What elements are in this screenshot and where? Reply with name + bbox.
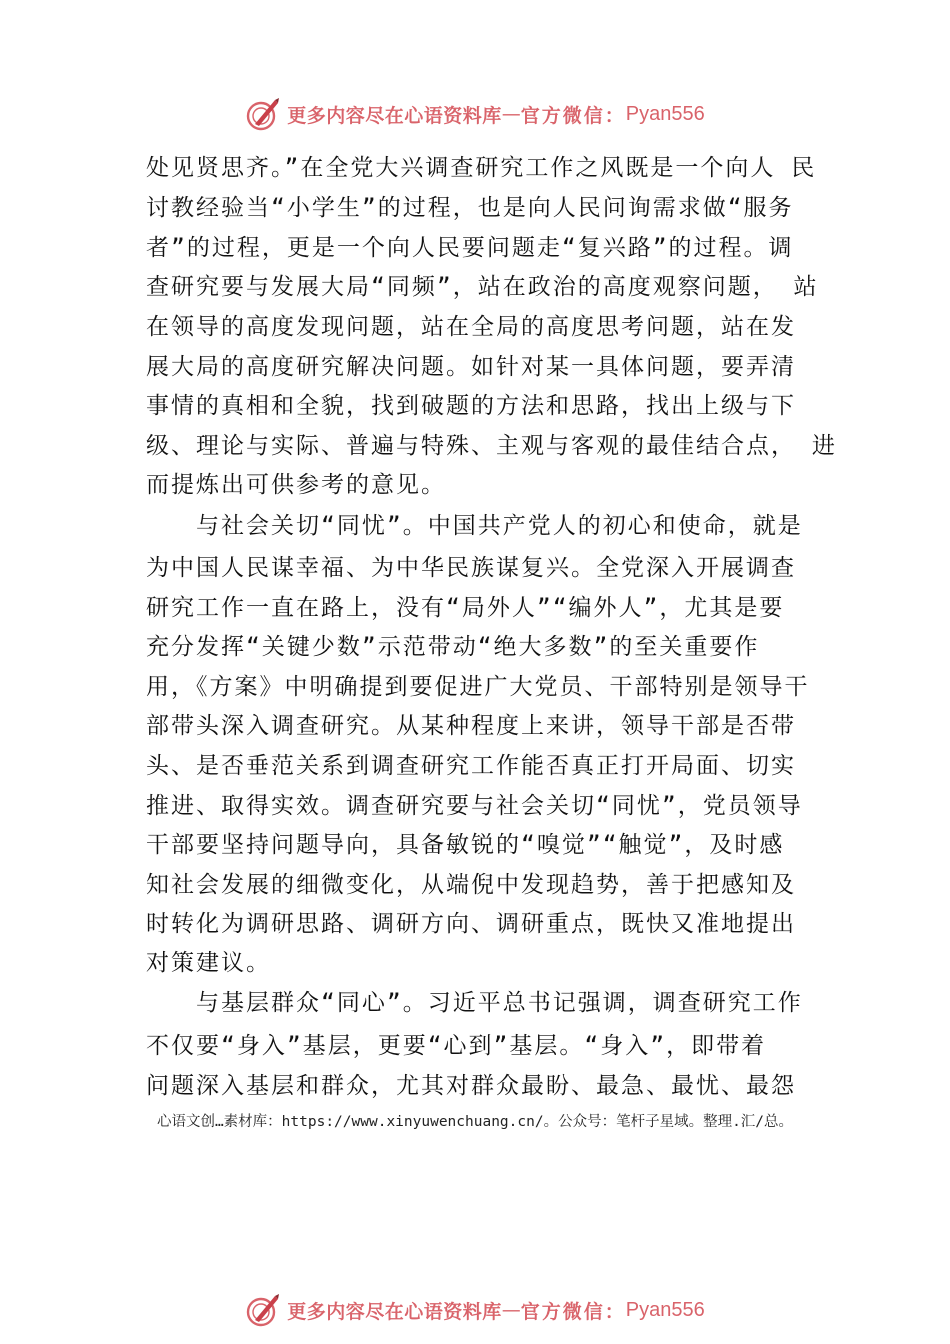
- text-line: 为中国人民谋幸福、为中华民族谋复兴。全党深入开展调查: [146, 555, 796, 581]
- source-note: 心语文创…素材库：https://www.xinyuwenchuang.cn/。公众号：笔杆子星域。整理.汇/总。: [156, 1114, 794, 1130]
- banner-title: 更多内容尽在心语资料库: [287, 104, 502, 127]
- paragraph-start-line: 与社会关切“同忧”。中国共产党人的初心和使命，就是: [196, 513, 803, 539]
- text-line: 讨教经验当“小学生”的过程，也是向人民问询需求做“服务: [146, 195, 794, 221]
- banner-title: 更多内容尽在心语资料库: [287, 1300, 502, 1323]
- text-line: 对策建议。: [146, 950, 271, 976]
- text-line: 部带头深入调查研究。从某种程度上来讲，领导干部是否带: [146, 713, 796, 739]
- text-line: 展大局的高度研究解决问题。如针对某一具体问题，要弄清: [146, 354, 796, 380]
- header-banner: [0, 94, 950, 134]
- text-line: 而提炼出可供参考的意见。: [146, 472, 446, 498]
- banner-wechat-label: 官方微信：: [520, 1300, 626, 1323]
- text-line: 处见贤思齐。”在全党大兴调查研究工作之风既是一个向人 民: [146, 155, 817, 181]
- paragraph-start-line: 与基层群众“同心”。习近平总书记强调，调查研究工作: [196, 990, 803, 1016]
- text-line: 头、是否垂范关系到调查研究工作能否真正打开局面、切实: [146, 753, 796, 779]
- banner-wechat-label: 官方微信：: [520, 104, 626, 127]
- text-line: 充分发挥“关键少数”示范带动“绝大多数”的至关重要作: [146, 634, 760, 660]
- text-line: 在领导的高度发现问题，站在全局的高度思考问题，站在发: [146, 314, 796, 340]
- text-line: 研究工作一直在路上，没有“局外人”“编外人”，尤其是要: [146, 595, 785, 621]
- text-line: 事情的真相和全貌，找到破题的方法和思路，找出上级与下: [146, 393, 796, 419]
- text-line: 不仅要“身入”基层，更要“心到”基层。“身入”，即带着: [146, 1033, 767, 1059]
- text-line: 问题深入基层和群众，尤其对群众最盼、最急、最忧、最怨: [146, 1073, 796, 1099]
- text-line: 级、理论与实际、普遍与特殊、主观与客观的最佳结合点， 进: [146, 433, 837, 459]
- quill-seal-icon: [245, 96, 281, 132]
- text-line: 者”的过程，更是一个向人民要问题走“复兴路”的过程。调: [146, 235, 794, 261]
- quill-seal-icon: [245, 1292, 281, 1328]
- text-line: 时转化为调研思路、调研方向、调研重点，既快又准地提出: [146, 911, 796, 937]
- banner-wechat-id: Pyan556: [625, 102, 705, 125]
- banner-separator: —: [501, 103, 521, 125]
- text-line: 推进、取得实效。调查研究要与社会关切“同忧”，党员领导: [146, 793, 803, 819]
- banner-wechat-id: Pyan556: [625, 1298, 705, 1321]
- banner-separator: —: [501, 1299, 521, 1321]
- text-line: 用，《方案》中明确提到要促进广大党员、干部特别是领导干: [146, 674, 810, 700]
- text-line: 查研究要与发展大局“同频”，站在政治的高度观察问题， 站: [146, 274, 819, 300]
- text-line: 干部要坚持问题导向，具备敏锐的“嗅觉”“触觉”，及时感: [146, 832, 785, 858]
- footer-banner: [0, 1290, 950, 1330]
- text-line: 知社会发展的细微变化，从端倪中发现趋势，善于把感知及: [146, 872, 796, 898]
